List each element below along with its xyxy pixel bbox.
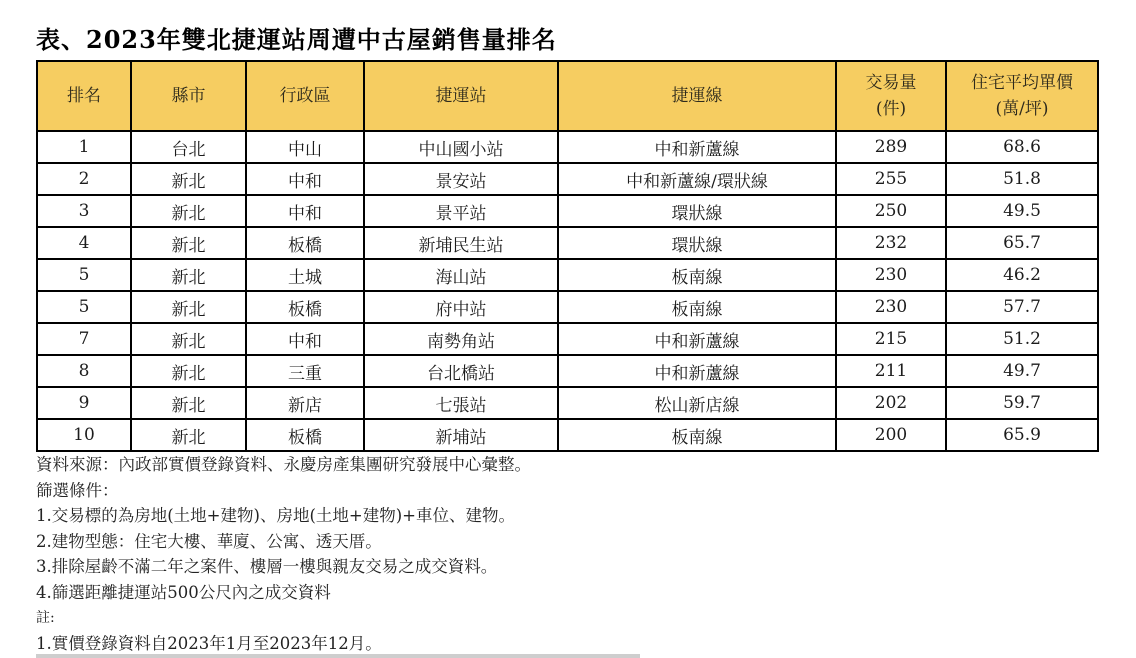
col-header-volume <box>836 61 946 131</box>
table-cell: 新北 <box>131 163 246 195</box>
table-header <box>37 61 1098 131</box>
col-header-unit: (件) <box>875 99 907 119</box>
table-cell: 65.7 <box>946 227 1098 259</box>
table-cell: 中和新蘆線 <box>558 355 836 387</box>
table-row <box>37 163 1098 195</box>
table-cell: 中山 <box>246 131 364 163</box>
col-header-label: 交易量 <box>865 73 917 93</box>
table-cell: 49.5 <box>946 195 1098 227</box>
col-header-label: 縣市 <box>171 86 206 106</box>
table-cell: 255 <box>836 163 946 195</box>
note-note-title: 註: <box>36 609 55 626</box>
table-cell: 59.7 <box>946 387 1098 419</box>
note-filter-title: 篩選條件： <box>36 480 119 500</box>
table-cell: 板南線 <box>558 259 836 291</box>
table-cell: 新店 <box>246 387 364 419</box>
table-cell: 板橋 <box>246 291 364 323</box>
table-cell: 府中站 <box>364 291 558 323</box>
table-cell: 51.2 <box>946 323 1098 355</box>
cropped-text-sliver <box>36 654 640 658</box>
table-cell: 1 <box>37 131 131 163</box>
table-cell: 中山國小站 <box>364 131 558 163</box>
table-cell: 中和新蘆線 <box>558 323 836 355</box>
table-cell: 5 <box>37 291 131 323</box>
table-cell: 215 <box>836 323 946 355</box>
table-cell: 57.7 <box>946 291 1098 323</box>
table-cell: 南勢角站 <box>364 323 558 355</box>
table-cell: 三重 <box>246 355 364 387</box>
table-cell: 板南線 <box>558 419 836 451</box>
table-cell: 中和 <box>246 195 364 227</box>
col-header-label: 排名 <box>67 86 101 106</box>
table-cell: 9 <box>37 387 131 419</box>
table-row <box>37 355 1098 387</box>
table-cell: 200 <box>836 419 946 451</box>
table-cell: 68.6 <box>946 131 1098 163</box>
table-cell: 土城 <box>246 259 364 291</box>
table-cell: 松山新店線 <box>558 387 836 419</box>
note-line: 1.交易標的為房地(土地+建物)、房地(土地+建物)+車位、建物。 <box>36 506 515 526</box>
notes-items <box>36 631 1096 657</box>
table-body <box>37 131 1098 451</box>
table-cell: 51.8 <box>946 163 1098 195</box>
table-cell: 5 <box>37 259 131 291</box>
table-cell: 中和新蘆線 <box>558 131 836 163</box>
table-row <box>37 323 1098 355</box>
table-cell: 230 <box>836 259 946 291</box>
table-cell: 新埔站 <box>364 419 558 451</box>
table-cell: 新北 <box>131 195 246 227</box>
table-cell: 中和新蘆線/環狀線 <box>558 163 836 195</box>
table-cell: 中和 <box>246 323 364 355</box>
table-cell: 新北 <box>131 419 246 451</box>
table-cell: 230 <box>836 291 946 323</box>
col-header-line <box>558 61 836 131</box>
table-cell: 板橋 <box>246 227 364 259</box>
note-line: 1.實價登錄資料自2023年1月至2023年12月。 <box>36 634 382 654</box>
table-cell: 4 <box>37 227 131 259</box>
table-cell: 250 <box>836 195 946 227</box>
notes-section <box>36 452 1096 657</box>
table-row <box>37 227 1098 259</box>
table-cell: 新北 <box>131 291 246 323</box>
table-cell: 2 <box>37 163 131 195</box>
table-cell: 七張站 <box>364 387 558 419</box>
col-header-label: 捷運線 <box>671 86 723 106</box>
table-cell: 211 <box>836 355 946 387</box>
table-row <box>37 259 1098 291</box>
table-row <box>37 195 1098 227</box>
col-header-unit: (萬/坪) <box>995 99 1049 119</box>
table-cell: 新北 <box>131 259 246 291</box>
table-cell: 新北 <box>131 387 246 419</box>
note-source: 資料來源：內政部實價登錄資料、永慶房產集團研究發展中心彙整。 <box>36 455 531 474</box>
table-row <box>37 131 1098 163</box>
notes-filters <box>36 503 1096 605</box>
table-cell: 新埔民生站 <box>364 227 558 259</box>
table-cell: 232 <box>836 227 946 259</box>
col-header-label: 行政區 <box>279 86 331 106</box>
table-cell: 海山站 <box>364 259 558 291</box>
table-row <box>37 419 1098 451</box>
table-cell: 板南線 <box>558 291 836 323</box>
table-row <box>37 387 1098 419</box>
table-cell: 7 <box>37 323 131 355</box>
table-cell: 46.2 <box>946 259 1098 291</box>
table-cell: 10 <box>37 419 131 451</box>
table-cell: 中和 <box>246 163 364 195</box>
table-row <box>37 291 1098 323</box>
col-header-city <box>131 61 246 131</box>
page-title: 表、2023年雙北捷運站周遭中古屋銷售量排名 <box>36 25 557 54</box>
note-line: 4.篩選距離捷運站500公尺內之成交資料 <box>36 582 331 602</box>
col-header-district <box>246 61 364 131</box>
table-cell: 289 <box>836 131 946 163</box>
col-header-station <box>364 61 558 131</box>
table-cell: 65.9 <box>946 419 1098 451</box>
table-cell: 環狀線 <box>558 195 836 227</box>
table-cell: 8 <box>37 355 131 387</box>
header-row <box>37 61 1098 131</box>
table-cell: 環狀線 <box>558 227 836 259</box>
table-cell: 景平站 <box>364 195 558 227</box>
table-cell: 3 <box>37 195 131 227</box>
table-cell: 景安站 <box>364 163 558 195</box>
col-header-label: 住宅平均單價 <box>971 73 1073 93</box>
ranking-table <box>36 60 1099 452</box>
table-cell: 台北 <box>131 131 246 163</box>
table-cell: 49.7 <box>946 355 1098 387</box>
table-cell: 202 <box>836 387 946 419</box>
table-cell: 台北橋站 <box>364 355 558 387</box>
table-cell: 新北 <box>131 355 246 387</box>
table-cell: 板橋 <box>246 419 364 451</box>
col-header-avg-price <box>946 61 1098 131</box>
table-cell: 新北 <box>131 323 246 355</box>
col-header-rank <box>37 61 131 131</box>
col-header-label: 捷運站 <box>435 86 487 106</box>
note-line: 2.建物型態：住宅大樓、華廈、公寓、透天厝。 <box>36 531 382 551</box>
table-cell: 新北 <box>131 227 246 259</box>
note-line: 3.排除屋齡不滿二年之案件、樓層一樓與親友交易之成交資料。 <box>36 557 498 577</box>
